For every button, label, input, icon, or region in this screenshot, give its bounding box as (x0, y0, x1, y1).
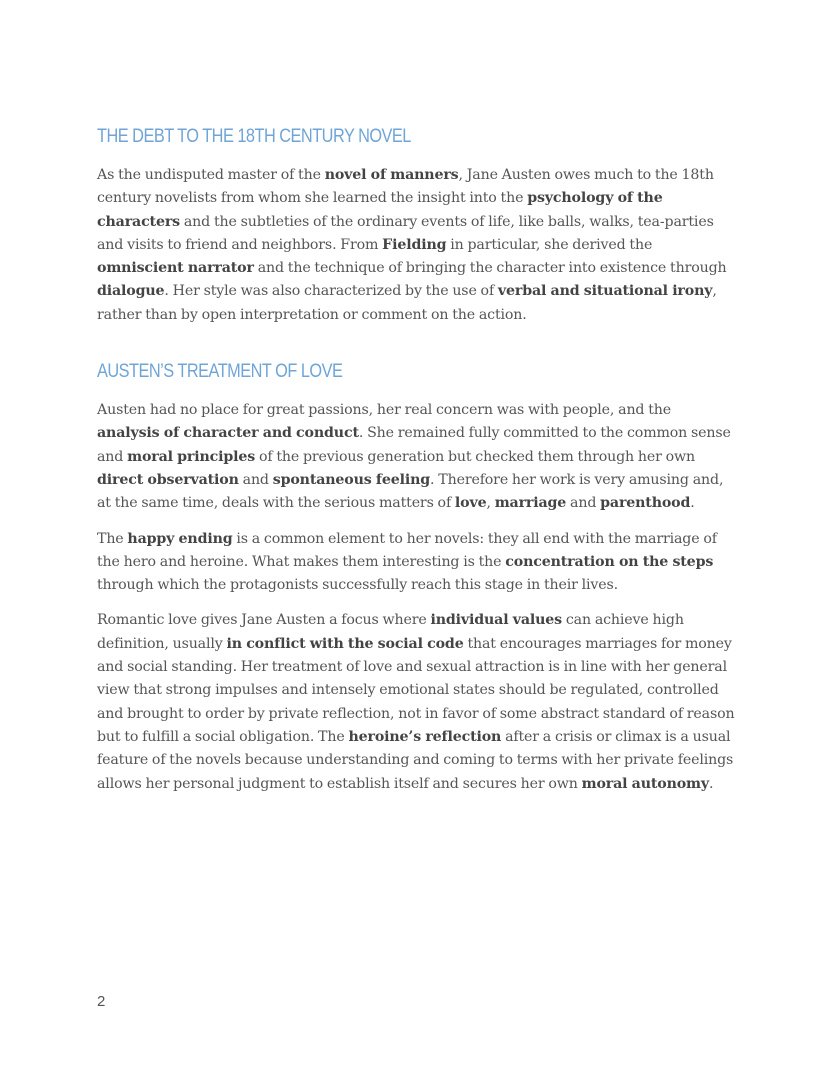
section-heading-love: AUSTEN’S TREATMENT OF LOVE (97, 361, 343, 383)
emphasis-term: spontaneous feeling (272, 471, 431, 488)
emphasis-term: individual values (430, 612, 563, 629)
emphasis-term: concentration on the steps (505, 553, 714, 570)
emphasis-term: omniscient narrator (97, 260, 254, 277)
page-number: 2 (97, 993, 106, 1010)
emphasis-term: Fielding (382, 236, 447, 253)
emphasis-term: moral autonomy (581, 775, 710, 792)
emphasis-term: marriage (494, 495, 567, 512)
paragraph-love-3: Romantic love gives Jane Austen a focus where individual values can achieve high definition, usually in conflict with the social code that encourages marriages for money and social standing. Her treatment of love and sexual attraction is in line with her general view that strong impulses and intensely emotional states should be regulated, controlled and brought to order by private reflection, not in favor of some abstract standard of reason but to fulfill a social obligation. The heroine’s reflection after a crisis or climax is a usual feature of the novels because understanding and coming to terms with her private feelings allows her personal judgment to establish itself and secures her own moral autonomy. (97, 612, 735, 792)
emphasis-term: psychology of the characters (97, 190, 663, 230)
emphasis-term: heroine’s reflection (348, 728, 502, 745)
paragraph-debt: As the undisputed master of the novel of manners, Jane Austen owes much to the 18th century novelists from whom she learned the insight into the psychology of the characters and the subtleties of the ordinary events of life, like balls, walks, tea-parties and visits to friend and neighbors. From Fielding in particular, she derived the omniscient narrator and the technique of bringing the character into existence through dialogue. Her style was also characterized by the use of verbal and situational irony, rather than by open interpretation or comment on the action. (97, 167, 727, 323)
emphasis-term: moral principles (127, 448, 256, 465)
emphasis-term: novel of manners (324, 167, 459, 183)
page-content (97, 126, 737, 808)
emphasis-term: analysis of character and conduct (97, 425, 359, 442)
emphasis-term: love (454, 495, 487, 512)
emphasis-term: parenthood (600, 495, 691, 512)
emphasis-term: happy ending (127, 530, 233, 547)
paragraph-love-1: Austen had no place for great passions, her real concern was with people, and the analysis of character and conduct. She remained fully committed to the common sense and moral principles of the previous generation but checked them through her own direct observation and spontaneous feeling. Therefore her work is very amusing and, at the same time, deals with the serious matters of love, marriage and parenthood. (97, 402, 731, 512)
section-heading-debt: THE DEBT TO THE 18TH CENTURY NOVEL (97, 126, 411, 147)
paragraph-love-2: The happy ending is a common element to her novels: they all end with the marriage of the hero and heroine. What makes them interesting is the concentration on the steps through which the protagonists successfully reach this stage in their lives. (97, 530, 717, 594)
emphasis-term: in conflict with the social code (226, 635, 464, 652)
emphasis-term: dialogue (97, 283, 165, 300)
emphasis-term: direct observation (97, 471, 239, 488)
emphasis-term: verbal and situational irony (497, 283, 713, 300)
